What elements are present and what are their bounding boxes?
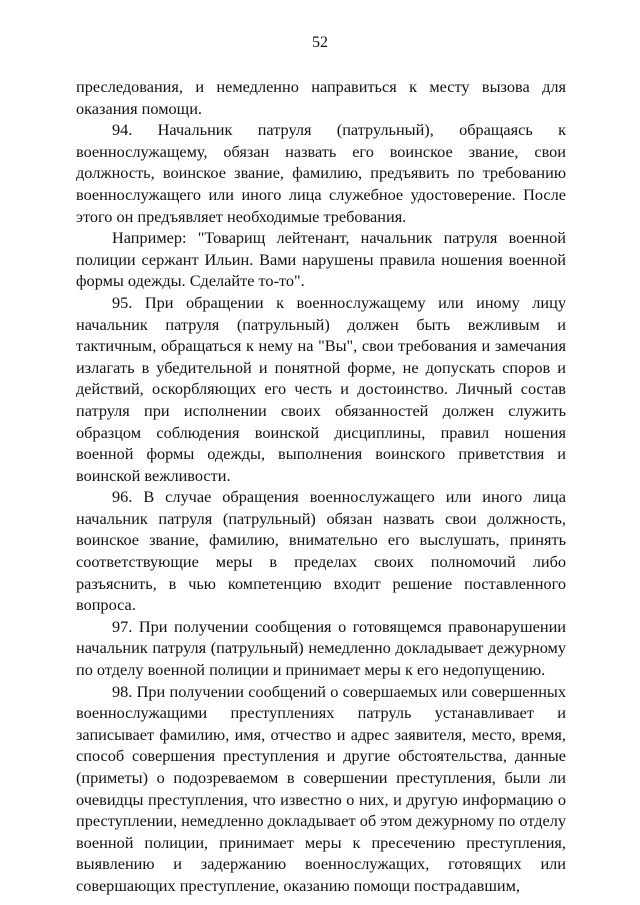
paragraph-94: 94. Начальник патруля (патрульный), обращаясь к военнослужащему, обязан назвать его воинское звание, свои должность, воинское звание, фамилию, предъявить по требованию военнослужащего или иного лица служебное удостоверение. После этого он предъявляет необходимые требования.: [76, 120, 566, 226]
paragraph-96: 96. В случае обращения военнослужащего или иного лица начальник патруля (патрульный) обязан назвать свои должность, воинское звание, фамилию, внимательно его выслушать, принять соответствующие меры в пределах своих полномочий либо разъяснить, в чью компетенцию входит решение поставленного вопроса.: [76, 487, 566, 615]
page-body: [76, 76, 566, 897]
paragraph-continuation: преследования, и немедленно направиться к месту вызова для оказания помощи.: [76, 77, 566, 118]
paragraph-95: 95. При обращении к военнослужащему или иному лицу начальник патруля (патрульный) должен быть вежливым и тактичным, обращаться к нему на "Вы", свои требования и замечания излагать в убедительной и понятной форме, не допускать споров и действий, оскорбляющих его честь и достоинство. Личный состав патруля при исполнении своих обязанностей должен служить образцом соблюдения воинской дисциплины, правил ношения военной формы одежды, выполнения воинского приветствия и воинской вежливости.: [76, 292, 566, 485]
paragraph-example: Например: "Товарищ лейтенант, начальник патруля военной полиции сержант Ильин. Вами нарушены правила ношения военной формы одежды. Сделайте то-то".: [76, 228, 566, 291]
paragraph-97: 97. При получении сообщения о готовящемся правонарушении начальник патруля (патрульный) немедленно докладывает дежурному по отделу военной полиции и принимает меры к его недопущению.: [76, 616, 566, 680]
page-number: 52: [312, 34, 328, 51]
paragraph-98: 98. При получении сообщений о совершаемых или совершенных военнослужащими преступлениях патруль устанавливает и записывает фамилию, имя, отчество и адрес заявителя, место, время, способ совершения преступления и другие обстоятельства, данные (приметы) о подозреваемом в совершении преступления, были ли очевидцы преступления, что известно о них, и другую информацию о преступлении, немедленно докладывает об этом дежурному по отделу военной полиции, принимает меры к пресечению преступления, выявлению и задержанию военнослужащих, готовящих или совершающих преступление, оказанию помощи пострадавшим,: [76, 681, 566, 895]
